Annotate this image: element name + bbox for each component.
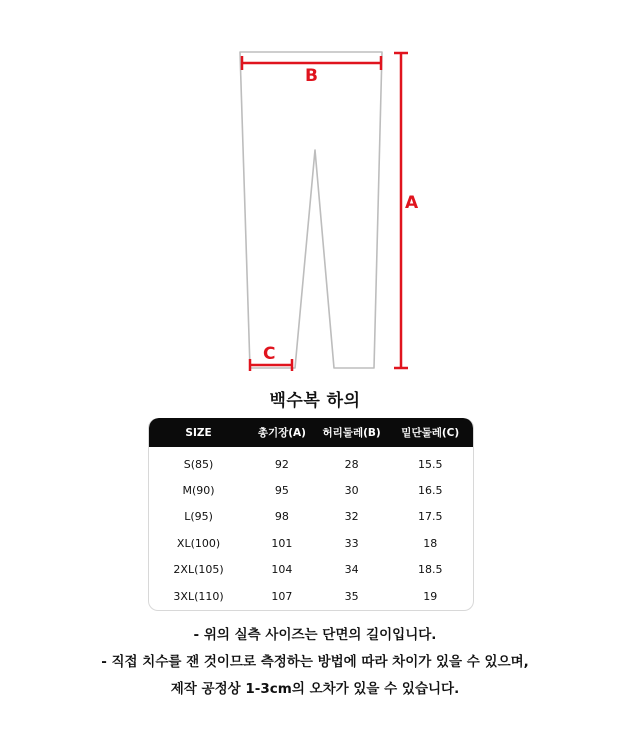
label-a: A	[405, 193, 419, 213]
table-row	[149, 477, 473, 503]
label-c: C	[263, 344, 276, 364]
cell-size: S(85)	[183, 457, 214, 471]
cell-size: 3XL(110)	[173, 589, 224, 603]
cell-hem: 17.5	[417, 510, 443, 524]
cell-waist: 32	[344, 510, 359, 524]
cell-waist: 34	[344, 563, 359, 577]
cell-size: XL(100)	[176, 536, 221, 550]
header-size: SIZE	[185, 426, 212, 439]
cell-hem: 18	[423, 536, 438, 550]
cell-length: 92	[274, 457, 289, 471]
header-waist: 허리둘레(B)	[322, 427, 381, 439]
cell-waist: 30	[344, 484, 359, 498]
product-title: 백수복 하의	[269, 391, 361, 411]
cell-hem: 15.5	[417, 457, 443, 471]
cell-waist: 35	[344, 589, 359, 603]
notes-block	[0, 622, 630, 703]
size-table	[148, 418, 474, 611]
note-line: 제작 공정상 1-3cm의 오차가 있을 수 있습니다.	[170, 681, 460, 697]
label-b: B	[305, 66, 318, 86]
cell-hem: 19	[423, 589, 438, 603]
table-row	[149, 447, 473, 477]
cell-hem: 18.5	[417, 563, 443, 577]
cell-length: 107	[271, 589, 293, 603]
cell-size: M(90)	[182, 484, 215, 498]
cell-waist: 33	[344, 536, 359, 550]
cell-size: 2XL(105)	[173, 563, 224, 577]
cell-size: L(95)	[184, 510, 213, 524]
table-row	[149, 504, 473, 530]
note-line: - 위의 실측 사이즈는 단면의 길이입니다.	[193, 627, 437, 643]
table-row	[149, 530, 473, 556]
header-total-length: 총기장(A)	[257, 427, 306, 439]
table-row	[149, 557, 473, 583]
note-line: - 직접 치수를 잰 것이므로 측정하는 방법에 따라 차이가 있을 수 있으며,	[101, 654, 529, 670]
table-header-row	[149, 418, 473, 447]
cell-length: 95	[274, 484, 289, 498]
pants-outline	[240, 52, 382, 368]
cell-waist: 28	[344, 457, 359, 471]
cell-hem: 16.5	[417, 484, 443, 498]
cell-length: 104	[271, 563, 293, 577]
cell-length: 98	[274, 510, 289, 524]
table-row	[149, 583, 473, 609]
header-hem: 밑단둘레(C)	[401, 427, 460, 439]
cell-length: 101	[271, 536, 293, 550]
